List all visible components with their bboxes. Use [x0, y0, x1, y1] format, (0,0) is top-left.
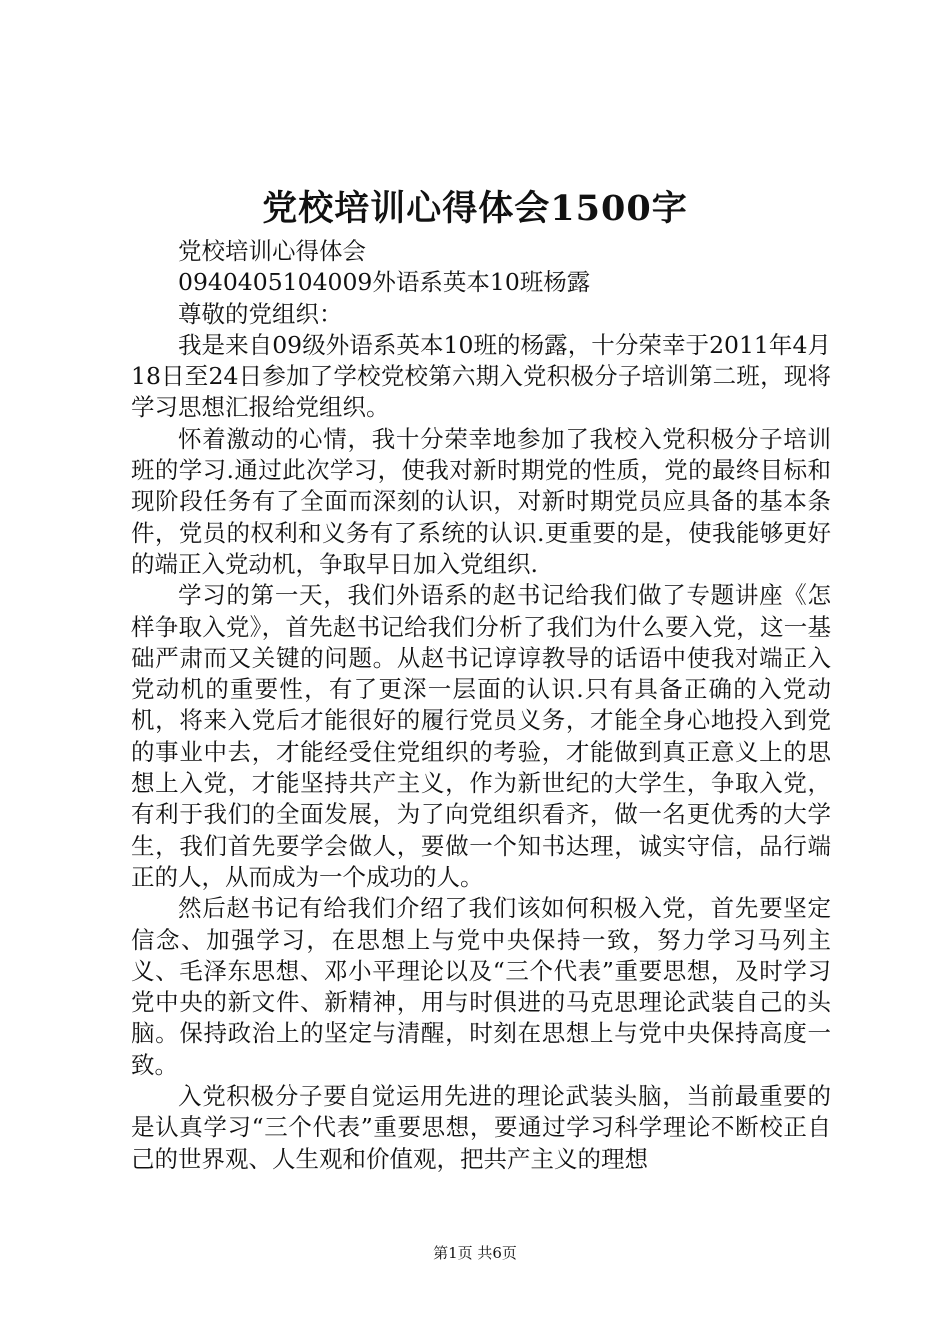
paragraph-first-day: 学习的第一天，我们外语系的赵书记给我们做了专题讲座《怎样争取入党》，首先赵书记给我们分析了我们为什么要入党，这一基础严肃而又关键的问题。从赵书记谆谆教导的话语中使我对端正入党动机的重要性，有了更深一层面的认识.只有具备正确的入党动机，将来入党后才能很好的履行党员义务，才能全身心地投入到党的事业中去，才能经受住党组织的考验，才能做到真正意义上的思想上入党，才能坚持共产主义，作为新世纪的大学生，争取入党，有利于我们的全面发展，为了向党组织看齐，做一名更优秀的大学生，我们首先要学会做人，要做一个知书达理，诚实守信，品行端正的人，从而成为一个成功的人。 — [131, 581, 831, 891]
document-body — [131, 236, 831, 1175]
paragraph-how-to-join: 然后赵书记有给我们介绍了我们该如何积极入党，首先要坚定信念、加强学习，在思想上与党中央保持一致，努力学习马列主义、毛泽东思想、邓小平理论以及“三个代表”重要思想，及时学习党中央的新文件、新精神，用与时俱进的马克思理论武装自己的头脑。保持政治上的坚定与清醒，时刻在思想上与党中央保持高度一致。 — [131, 894, 831, 1079]
paragraph-intro: 我是来自09级外语系英本10班的杨露，十分荣幸于2011年4月18日至24日参加了学校党校第六期入党积极分子培训第二班，现将学习思想汇报给党组织。 — [131, 330, 831, 422]
paragraph-salutation: 尊敬的党组织： — [178, 299, 343, 328]
page-number-footer: 第1页 共6页 — [433, 1244, 517, 1262]
paragraph-activists: 入党积极分子要自觉运用先进的理论武装头脑，当前最重要的是认真学习“三个代表”重要思想，要通过学习科学理论不断校正自己的世界观、人生观和价值观，把共产主义的理想 — [131, 1082, 831, 1173]
paragraph-study-overview: 怀着激动的心情，我十分荣幸地参加了我校入党积极分子培训班的学习.通过此次学习，使我对新时期党的性质，党的最终目标和现阶段任务有了全面而深刻的认识，对新时期党员应具备的基本条件，党员的权利和义务有了系统的认识.更重要的是，使我能够更好的端正入党动机，争取早日加入党组织. — [131, 424, 831, 578]
paragraph-author-line: 0940405104009外语系英本10班杨露 — [178, 268, 591, 297]
paragraph-heading: 党校培训心得体会 — [178, 237, 366, 265]
document-title: 党校培训心得体会1500字 — [262, 188, 688, 229]
